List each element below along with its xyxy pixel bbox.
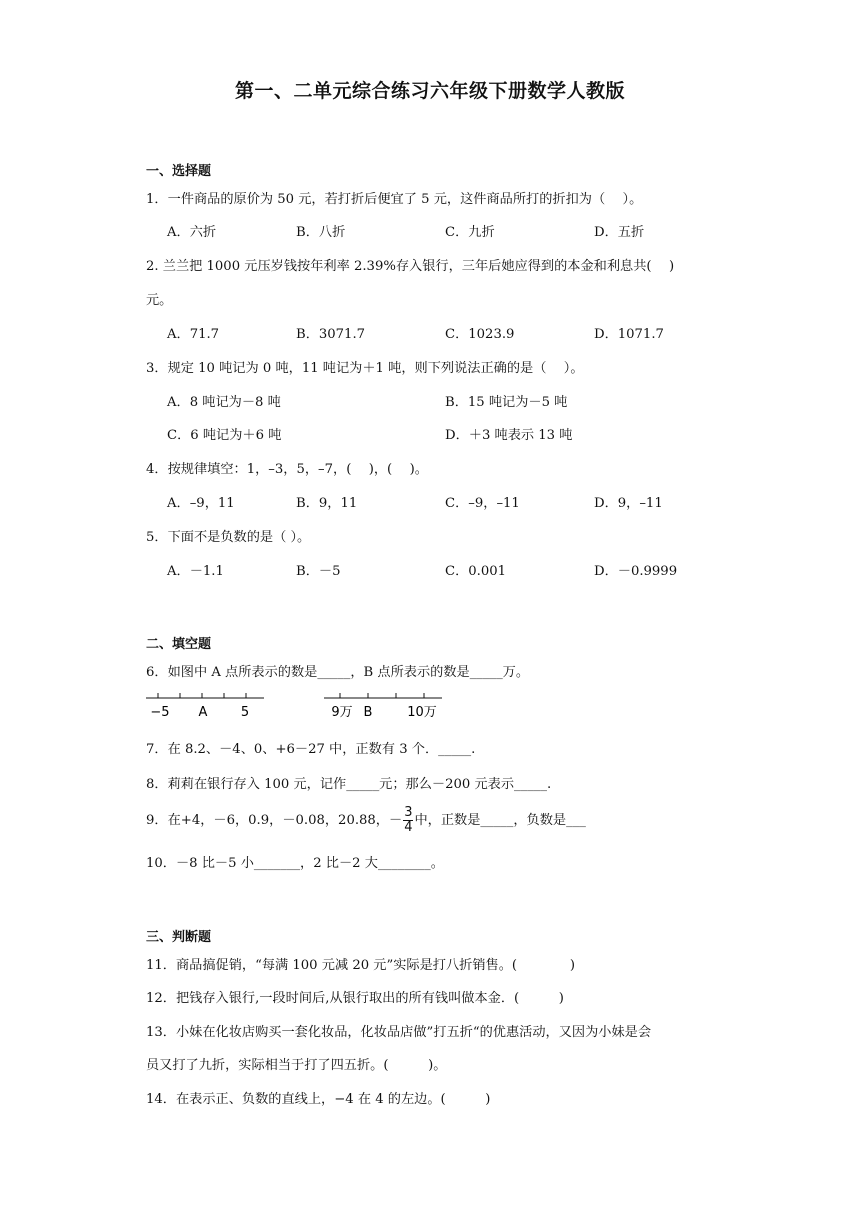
number-line-1 [144, 690, 268, 722]
q3-option-c: C．6 吨记为＋6 吨 [167, 428, 282, 443]
q2-option-a: A．71.7 [167, 327, 220, 342]
q3-option-a: A．8 吨记为－8 吨 [167, 395, 281, 410]
question-10: 10．－8 比－5 小_______，2 比－2 大________。 [146, 856, 444, 871]
fraction-three-quarters [403, 806, 413, 835]
number-line-2-label-left: 9万 [331, 705, 353, 720]
fraction-denominator: 4 [404, 820, 413, 835]
question-9-after: 中，正数是_____，负数是___ [414, 813, 586, 828]
question-8: 8．莉莉在银行存入 100 元，记作_____元；那么－200 元表示_____. [146, 777, 552, 792]
q5-option-b: B．－5 [296, 564, 341, 579]
page-title: 第一、二单元综合练习六年级下册数学人教版 [234, 80, 625, 102]
number-line-1-label-a: A [198, 705, 208, 720]
section-heading-judge: 三、判断题 [146, 930, 212, 945]
fraction-numerator: 3 [404, 805, 413, 820]
number-line-2 [322, 690, 446, 722]
number-line-1-label-left: −5 [150, 705, 170, 720]
number-line-2-label-b: B [363, 705, 373, 720]
question-4: 4．按规律填空：1，–3，5，–7，( )，( )。 [146, 462, 428, 477]
q2-option-c: C．1023.9 [445, 327, 515, 342]
number-line-2-label-right: 10万 [407, 705, 437, 720]
question-3: 3．规定 10 吨记为 0 吨，11 吨记为＋1 吨，则下列说法正确的是（ ）。 [146, 361, 584, 376]
q4-option-d: D．9，–11 [594, 496, 663, 511]
question-7: 7．在 8.2、－4、0、+6－27 中，正数有 3 个．_____. [146, 742, 476, 757]
question-9 [146, 806, 586, 835]
q4-option-b: B．9，11 [296, 496, 358, 511]
question-6: 6．如图中 A 点所表示的数是_____，B 点所表示的数是_____万。 [146, 665, 530, 680]
question-13: 13．小妹在化妆店购买一套化妆品，化妆品店做”打五折“的优惠活动，又因为小妹是会 [146, 1025, 652, 1040]
q2-option-d: D．1071.7 [594, 327, 664, 342]
section-heading-fill: 二、填空题 [146, 637, 212, 652]
question-12: 12．把钱存入银行,一段时间后,从银行取出的所有钱叫做本金．( ) [146, 991, 564, 1006]
question-1: 1．一件商品的原价为 50 元，若打折后便宜了 5 元，这件商品所打的折扣为（ ）。 [146, 192, 643, 207]
q1-option-a: A．六折 [167, 225, 217, 240]
section-heading-choice: 一、选择题 [146, 164, 212, 179]
question-14: 14．在表示正、负数的直线上，−4 在 4 的左边。( ) [146, 1092, 491, 1107]
question-2: 2. 兰兰把 1000 元压岁钱按年利率 2.39%存入银行，三年后她应得到的本金和利息共( ) [146, 259, 675, 274]
number-line-1-label-right: 5 [240, 705, 250, 720]
question-9-before: 9．在+4，－6，0.9，－0.08，20.88，－ [146, 813, 403, 828]
question-11: 11．商品搞促销，“每满 100 元减 20 元”实际是打八折销售。( ) [146, 958, 575, 973]
q5-option-c: C．0.001 [445, 564, 507, 579]
q3-option-d: D．＋3 吨表示 13 吨 [445, 428, 573, 443]
q4-option-c: C．–9，–11 [445, 496, 520, 511]
question-5: 5．下面不是负数的是（ ）。 [146, 530, 311, 545]
q1-option-d: D．五折 [594, 225, 645, 240]
q3-option-b: B．15 吨记为－5 吨 [445, 395, 568, 410]
q2-option-b: B．3071.7 [296, 327, 366, 342]
q1-option-c: C．九折 [445, 225, 495, 240]
q5-option-d: D．－0.9999 [594, 564, 678, 579]
q5-option-a: A．－1.1 [167, 564, 224, 579]
q4-option-a: A．–9，11 [167, 496, 235, 511]
question-13-cont: 员又打了九折，实际相当于打了四五折。( )。 [146, 1058, 447, 1073]
q1-option-b: B．八折 [296, 225, 346, 240]
question-2-cont: 元。 [146, 293, 173, 308]
